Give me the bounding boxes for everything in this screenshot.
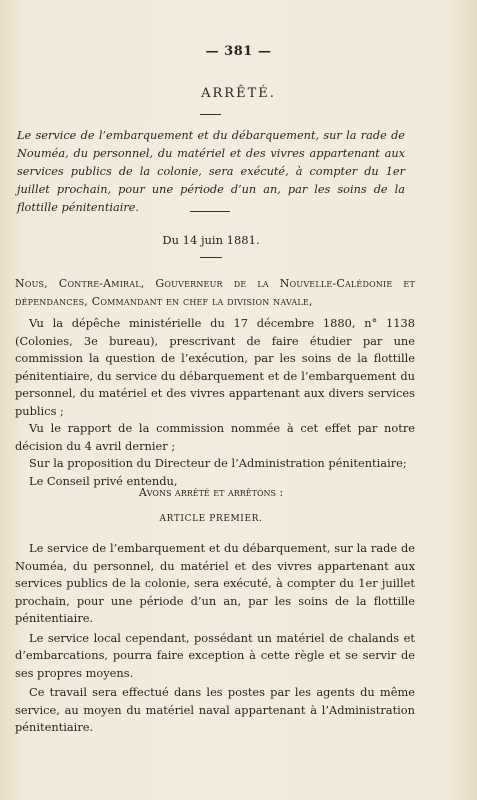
enacting-clause: Avons arrêté et arrêtons : xyxy=(138,486,284,499)
date-divider xyxy=(200,257,222,258)
consideration-paragraph: Sur la proposition du Directeur de l’Administration pénitentiaire; xyxy=(29,456,407,470)
consideration-paragraph: Le Conseil privé entendu, xyxy=(29,473,178,488)
decree-date: Du 14 juin 1881. xyxy=(162,233,260,247)
consideration-paragraph: Vu le rapport de la commission nommée à cet effet par notre décision du 4 avril dernier ; xyxy=(15,421,415,453)
summary-paragraph: Le service de l’embarquement et du débarquement, sur la rade de Nouméa, du personnel, du matériel et des vivres appartenant aux services publics de la colonie, sera exécuté, à compter du 1er juillet prochain, pour une période d’un an, par les soins de la flottille pénitentiaire. xyxy=(17,129,405,214)
article-body xyxy=(15,540,415,739)
article-paragraph: Ce travail sera effectué dans les postes par les agents du même service, au moyen du matériel naval appartenant à l’Administration pénitentiaire. xyxy=(15,685,415,734)
article-heading: ARTICLE PREMIER. xyxy=(159,514,263,524)
preamble: Nous, Contre-Amiral, Gouverneur de la Nouvelle-Calédonie et dépendances, Commandant en chef la division navale, xyxy=(15,277,415,308)
considerations-block xyxy=(15,315,415,490)
document-title: ARRÊTÉ. xyxy=(201,86,276,101)
title-divider xyxy=(200,114,221,115)
article-paragraph: Le service local cependant, possédant un matériel de chalands et d’embarcations, pourra faire exception à cette règle et se servir de ses propres moyens. xyxy=(15,630,415,680)
summary-divider xyxy=(190,211,230,212)
article-paragraph: Le service de l’embarquement et du débarquement, sur la rade de Nouméa, du personnel, du matériel et des vivres appartenant aux services publics de la colonie, sera exécuté, à compter du 1er juillet prochain, pour une période d’un an, par les soins de la flottille pénitentiaire. xyxy=(15,541,415,625)
consideration-paragraph: Vu la dépêche ministérielle du 17 décembre 1880, n° 1138 (Colonies, 3e bureau), prescrivant de faire étudier par une commission la question de l’exécution, par les soins de la flottille pénitentiaire, du service du débarquement et de l’embarquement du personnel, du matériel et des vivres appartenant aux divers services publics ; xyxy=(15,316,415,418)
page-number: — 381 — xyxy=(205,44,272,59)
